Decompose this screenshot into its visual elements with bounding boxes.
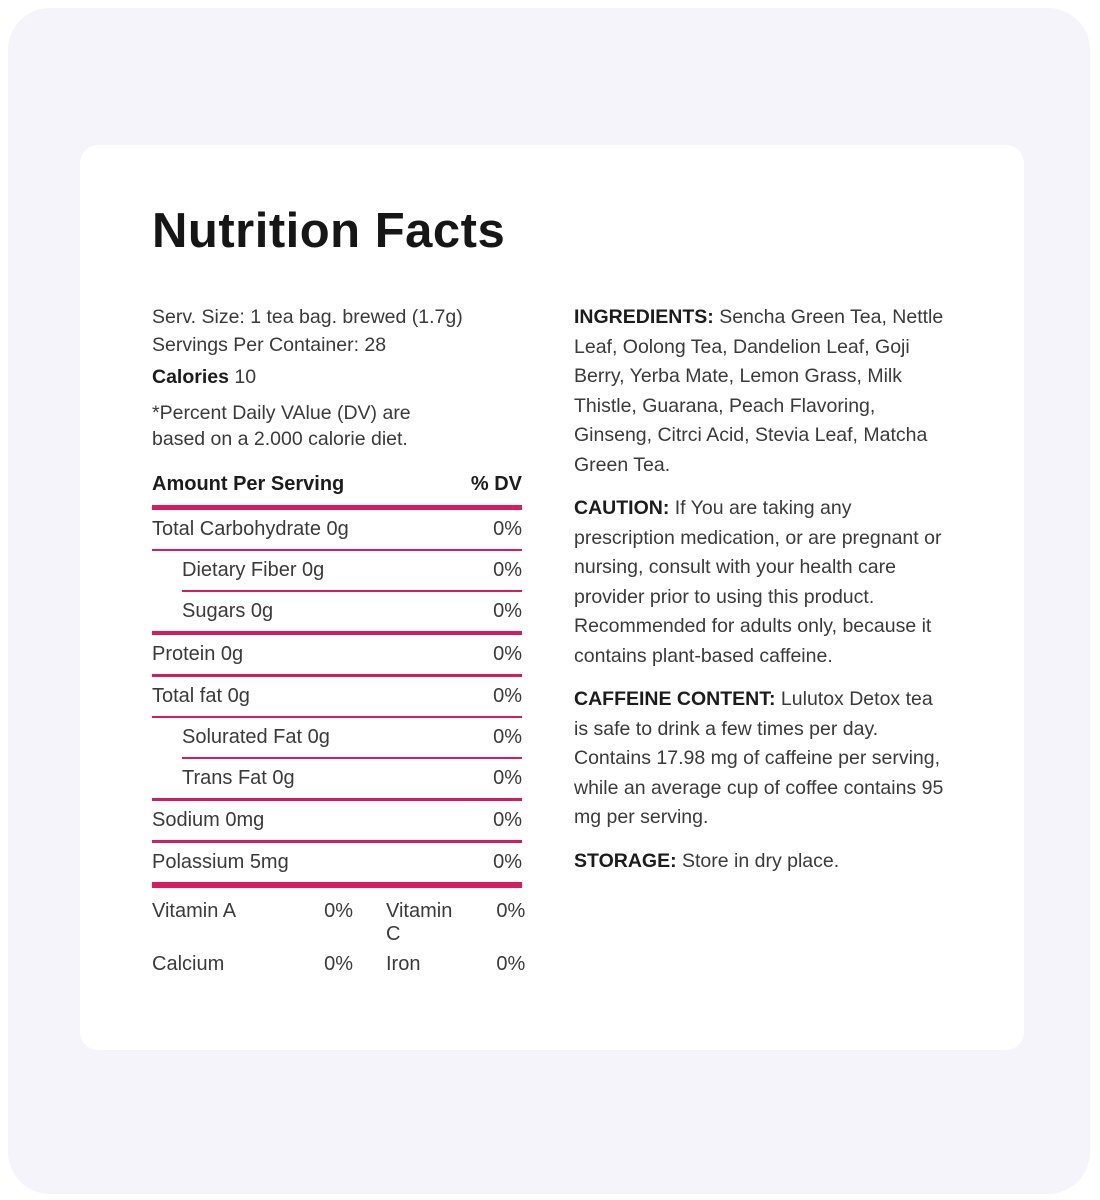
ingredients-section: [574, 303, 952, 480]
row-label: Total fat 0g: [152, 685, 250, 707]
storage-section: [574, 847, 952, 877]
table-header: [152, 473, 522, 505]
row-value: 0%: [493, 809, 522, 831]
row-value: 0%: [493, 559, 522, 581]
table-row: [152, 592, 522, 631]
page-title: Nutrition Facts: [152, 204, 506, 258]
table-row: [152, 635, 522, 674]
micronutrients-grid: [152, 900, 526, 976]
caution-label: CAUTION:: [574, 497, 670, 519]
divider: [152, 882, 522, 888]
micro-value: 0%: [324, 953, 353, 975]
row-value: 0%: [493, 767, 522, 789]
caution-text: If You are taking any prescription medication, or are pregnant or nursing, consult with your health care provider prior to using this product.: [574, 497, 942, 608]
row-label: Solurated Fat 0g: [182, 726, 330, 748]
table-row: [152, 801, 522, 840]
micro-value: 0%: [496, 900, 526, 922]
servings-per-container-line: Servings Per Container: 28: [152, 334, 387, 356]
calories-label: Calories: [152, 366, 229, 388]
caffeine-content-section: [574, 685, 952, 833]
caffeine-content-text: Lulutox Detox tea is safe to drink a few times per day. Contains 17.98 mg of caffeine per serving, while an average cup of coffee contains 95 mg per serving.: [574, 688, 944, 828]
right-column: [574, 303, 952, 976]
row-label: Protein 0g: [152, 643, 244, 665]
nutrition-table: [152, 473, 526, 976]
nutrition-label-card: [80, 145, 1024, 1050]
table-row: [152, 843, 522, 882]
row-label: Dietary Fiber 0g: [182, 559, 325, 581]
table-row: [152, 759, 522, 798]
micro-label: Iron: [386, 953, 421, 975]
row-label: Total Carbohydrate 0g: [152, 518, 349, 540]
micro-label: Vitamin A: [152, 900, 237, 922]
row-value: 0%: [493, 851, 522, 873]
left-column: [152, 303, 526, 976]
micro-value: 0%: [324, 900, 353, 922]
row-value: 0%: [493, 518, 522, 540]
daily-value-note-line1: *Percent Daily VAlue (DV) are: [152, 402, 411, 424]
table-row: [152, 677, 522, 716]
row-value: 0%: [493, 600, 522, 622]
amount-per-serving-header: Amount Per Serving: [152, 473, 345, 495]
ingredients-text: Sencha Green Tea, Nettle Leaf, Oolong Tea, Dandelion Leaf, Goji Berry, Yerba Mate, Lemon Grass, Milk Thistle, Guarana, Peach Flavoring, Ginseng, Citrci Acid, Stevia Leaf, Matcha Green Tea.: [574, 306, 944, 476]
storage-text: Store in dry place.: [682, 849, 840, 872]
row-label: Sugars 0g: [182, 600, 274, 622]
calories-value: 10: [234, 366, 257, 388]
caution-text-line2: Recommended for adults only, because it contains plant-based caffeine.: [574, 615, 932, 667]
table-row: [152, 718, 522, 757]
percent-dv-header: % DV: [470, 473, 522, 495]
daily-value-note-line2: based on a 2.000 calorie diet.: [152, 428, 408, 450]
micro-value: 0%: [496, 953, 526, 975]
table-row: [152, 551, 522, 590]
daily-value-note: [152, 400, 522, 452]
ingredients-label: INGREDIENTS:: [574, 306, 714, 328]
row-label: Polassium 5mg: [152, 851, 289, 873]
row-label: Trans Fat 0g: [182, 767, 295, 789]
row-value: 0%: [493, 643, 522, 665]
row-value: 0%: [493, 685, 522, 707]
table-row: [152, 510, 522, 549]
storage-label: STORAGE:: [574, 849, 677, 872]
serving-size-line: Serv. Size: 1 tea bag. brewed (1.7g): [152, 306, 463, 328]
row-value: 0%: [493, 726, 522, 748]
row-label: Sodium 0mg: [152, 809, 265, 831]
caffeine-content-label: CAFFEINE CONTENT:: [574, 688, 776, 710]
caution-section: [574, 494, 952, 671]
calories-line: [152, 363, 522, 391]
content-columns: [152, 303, 952, 976]
micro-label: Calcium: [152, 953, 225, 975]
micro-label: Vitamin C: [386, 900, 453, 945]
